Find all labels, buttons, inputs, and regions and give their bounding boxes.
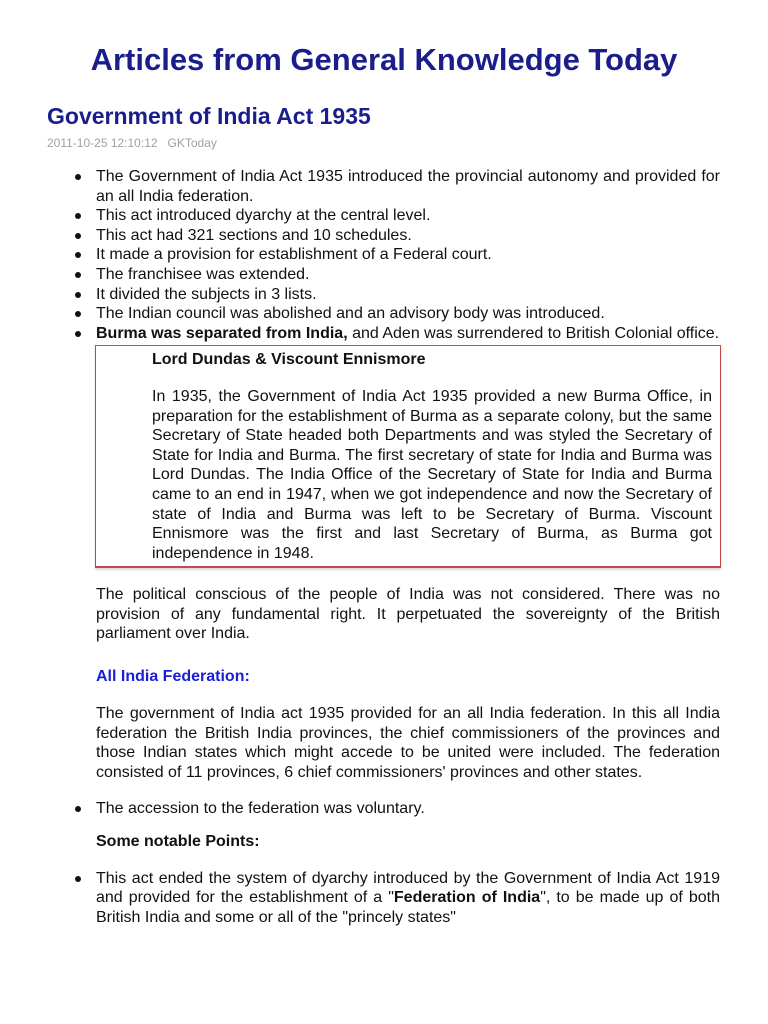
article-meta bbox=[47, 136, 217, 150]
federation-list bbox=[96, 799, 720, 819]
burma-rest-text: and Aden was surrendered to British Colonial office. bbox=[347, 324, 720, 342]
article-date: 2011-10-25 12:10:12 bbox=[47, 136, 158, 150]
list-item-burma bbox=[96, 324, 720, 344]
notable-text-after: ", to be made up of both British India and some or all of the "princely states" bbox=[96, 889, 720, 926]
notable-list bbox=[96, 869, 720, 928]
article-body bbox=[96, 167, 720, 927]
list-item: The Indian council was abolished and an advisory body was introduced. bbox=[96, 304, 720, 324]
summary-list bbox=[96, 167, 720, 343]
list-item: The Government of India Act 1935 introduced the provincial autonomy and provided for an all India federation. bbox=[96, 168, 720, 205]
list-item: It made a provision for establishment of a Federal court. bbox=[96, 245, 720, 265]
article-title: Government of India Act 1935 bbox=[47, 103, 371, 129]
list-item: This act introduced dyarchy at the central level. bbox=[96, 206, 720, 226]
info-box bbox=[95, 345, 721, 568]
article-author: GKToday bbox=[167, 136, 217, 150]
list-item bbox=[96, 869, 720, 928]
political-paragraph: The political conscious of the people of India was not considered. There was no provision of any fundamental right. It perpetuated the sovereignty of the British parliament over India. bbox=[96, 586, 720, 643]
notable-heading: Some notable Points: bbox=[96, 833, 260, 851]
list-item: The accession to the federation was voluntary. bbox=[96, 799, 720, 819]
info-box-heading: Lord Dundas & Viscount Ennismore bbox=[152, 351, 426, 369]
burma-bold-text: Burma was separated from India, bbox=[96, 324, 348, 342]
site-title: Articles from General Knowledge Today bbox=[90, 42, 678, 77]
info-box-text: In 1935, the Government of India Act 1935 provided a new Burma Office, in preparation for the establishment of Burma as a separate colony, but the same Secretary of State headed both Departments and was styled the Secretary of State for India and Burma. The first secretary of state for India and Burma was Lord Dundas. The India Office of the Secretary of State for India and Burma came to an end in 1947, when we got independence and now the Secretary of state of India and Burma was left to be Secretary of Burma. Viscount Ennismore was the first and last Secretary of Burma, as Burma got independence in 1948. bbox=[152, 387, 712, 562]
notable-text-before: This act ended the system of dyarchy introduced by the Government of India Act 1919 and provided for the establishment of a " bbox=[96, 869, 720, 907]
federation-heading: All India Federation: bbox=[96, 668, 250, 686]
list-item: The franchisee was extended. bbox=[96, 265, 720, 285]
list-item: It divided the subjects in 3 lists. bbox=[96, 285, 720, 305]
federation-paragraph: The government of India act 1935 provided for an all India federation. In this all India federation the British India provinces, the chief commissioners of the provinces and those Indian states which might accede to be united were included. The federation consisted of 11 provinces, 6 chief commissioners' provinces and other states. bbox=[96, 705, 720, 781]
list-item: This act had 321 sections and 10 schedules. bbox=[96, 226, 720, 246]
notable-bold-text: Federation of India bbox=[393, 889, 541, 907]
